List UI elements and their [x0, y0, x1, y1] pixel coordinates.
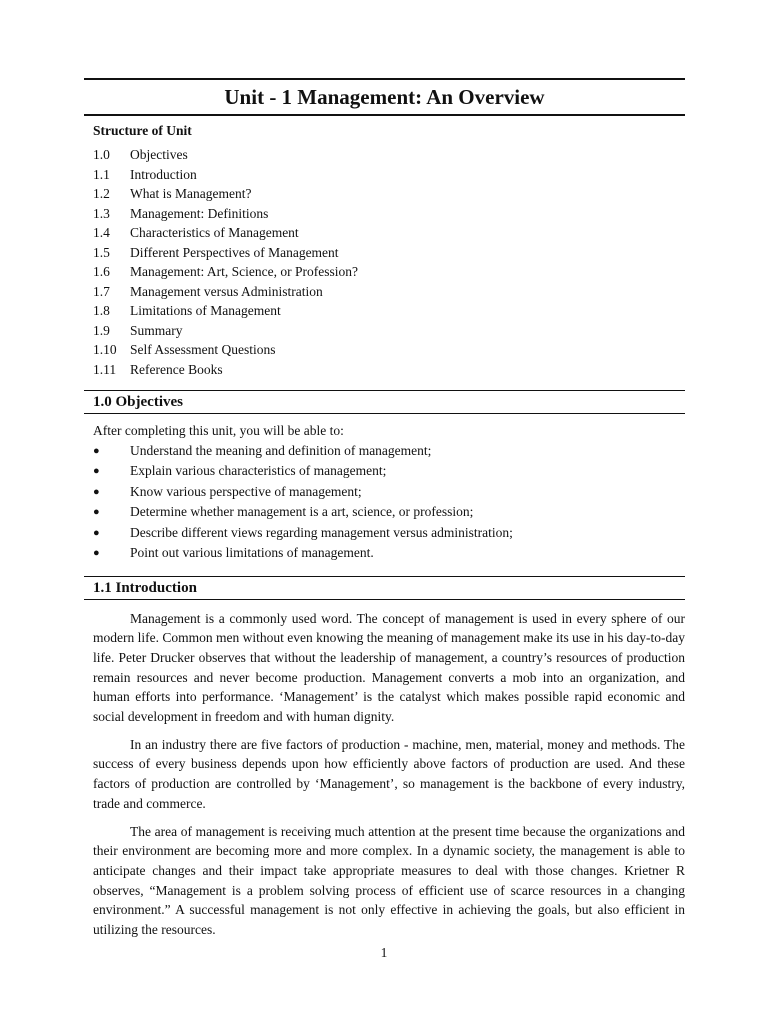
objectives-intro: After completing this unit, you will be able to: [93, 423, 344, 438]
structure-item-number: 1.9 [93, 322, 110, 338]
bullet-icon: ● [93, 547, 100, 559]
structure-item [93, 204, 685, 224]
objective-text: Determine whether management is a art, science, or profession; [130, 504, 474, 519]
structure-item-number: 1.7 [93, 283, 110, 299]
structure-item-label: Limitations of Management [130, 303, 281, 318]
introduction-paragraph: The area of management is receiving much attention at the present time because the organizations and their environment are becoming more and more complex. In a dynamic society, the management is able to anticipate changes and their impact take appropriate measures to deal with those changes. Krietner R observes, “Management is a problem solving process of efficient use of scarce resources in a changing environment.” A successful management is not only effective in achieving the goals, but also efficient in utilizing the resources. [93, 823, 685, 938]
structure-item-number: 1.6 [93, 264, 110, 279]
bullet-icon: ● [93, 526, 100, 539]
structure-item-label: Self Assessment Questions [130, 342, 276, 357]
structure-item-label: Management: Art, Science, or Profession? [130, 264, 358, 279]
structure-item-number: 1.11 [93, 361, 117, 377]
introduction-paragraph: Management is a commonly used word. The concept of management is used in every sphere of our modern life. Common men without even knowing the meaning of management make its use in his day-to-day life. Peter Drucker observes that without the leadership of management, a country’s resources of production remain resources and never become production. Management converts a mob into an organization, and human efforts into performance. ‘Management’ is the catalyst which makes possible rapid economic and social development in freedom and with human dignity. [93, 610, 685, 725]
objective-text: Explain various characteristics of management; [130, 463, 387, 478]
structure-item-number: 1.10 [93, 342, 117, 357]
structure-item [93, 282, 685, 302]
structure-item-label: Different Perspectives of Management [130, 244, 339, 260]
objective-item [93, 543, 685, 564]
structure-list [84, 145, 685, 379]
structure-item-label: Reference Books [130, 361, 223, 377]
structure-item-number: 1.1 [93, 166, 110, 182]
objective-text: Describe different views regarding management versus administration; [130, 524, 513, 540]
structure-item-number: 1.2 [93, 186, 110, 201]
page-number: 1 [380, 945, 388, 960]
structure-item-number: 1.5 [93, 244, 110, 260]
objective-item [93, 482, 685, 503]
structure-item-number: 1.0 [93, 147, 110, 162]
bullet-icon: ● [93, 465, 100, 477]
structure-item [93, 184, 685, 204]
title-bottom-rule [84, 114, 685, 116]
structure-item [93, 223, 685, 243]
unit-title: Unit - 1 Management: An Overview [224, 85, 545, 109]
objective-text: Know various perspective of management; [130, 483, 362, 499]
objective-text: Understand the meaning and definition of management; [130, 442, 432, 458]
bullet-icon: ● [93, 485, 100, 498]
objective-item [93, 441, 685, 462]
structure-item-label: Summary [130, 322, 183, 338]
structure-heading: Structure of Unit [93, 123, 192, 138]
document-page [84, 78, 685, 940]
structure-item [93, 321, 685, 341]
structure-item [93, 340, 685, 360]
structure-item-label: Management versus Administration [130, 283, 323, 299]
objectives-heading: 1.0 Objectives [93, 394, 183, 410]
bullet-icon: ● [93, 444, 100, 457]
structure-item-label: Objectives [130, 147, 188, 162]
objective-text: Point out various limitations of management. [130, 545, 374, 560]
structure-item [93, 243, 685, 263]
objectives-list [84, 441, 685, 564]
structure-item-label: Management: Definitions [130, 205, 269, 221]
structure-item-number: 1.3 [93, 205, 110, 221]
structure-item [93, 262, 685, 282]
structure-item-label: Introduction [130, 166, 197, 182]
introduction-heading: 1.1 Introduction [93, 579, 197, 596]
structure-item [93, 145, 685, 165]
structure-item [93, 165, 685, 185]
objective-item [93, 523, 685, 544]
structure-item-label: What is Management? [130, 186, 252, 201]
structure-item [93, 360, 685, 380]
objectives-bottom-rule [84, 413, 685, 414]
structure-item-label: Characteristics of Management [130, 225, 299, 240]
structure-item-number: 1.8 [93, 303, 110, 318]
bullet-icon: ● [93, 506, 100, 518]
structure-item-number: 1.4 [93, 225, 110, 240]
objective-item [93, 502, 685, 523]
introduction-paragraph: In an industry there are five factors of production - machine, men, material, money and methods. The success of every business depends upon how efficiently above factors of production are used. And these factors of production are controlled by ‘Management’, so management is the backbone of every industry, trade and commerce. [93, 736, 685, 811]
structure-item [93, 301, 685, 321]
objective-item [93, 461, 685, 482]
